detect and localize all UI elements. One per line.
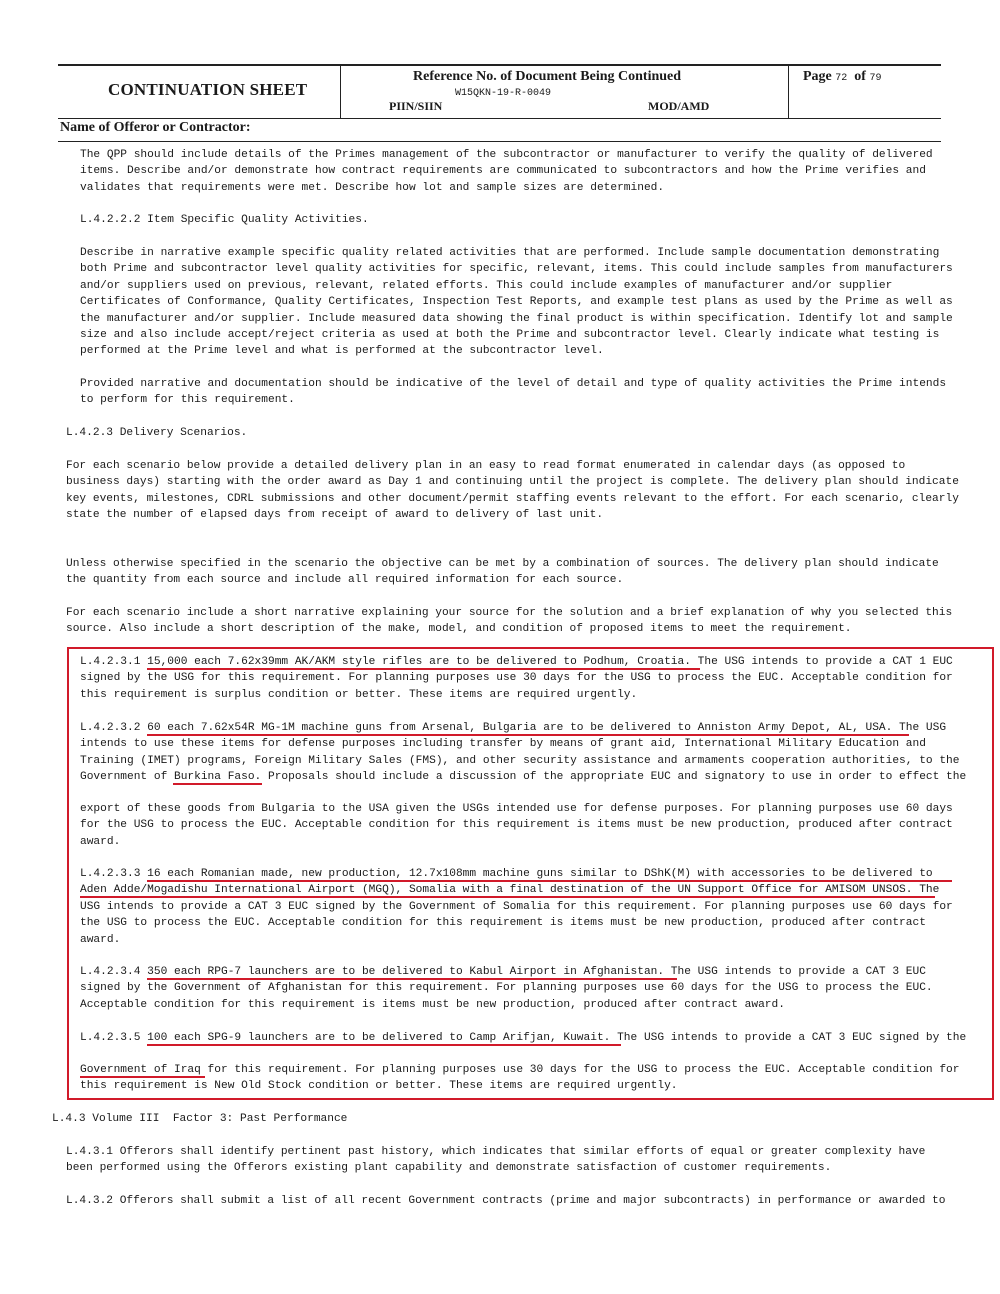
paragraph-qpp: The QPP should include details of the Primes management of the subcontractor or manufacturer to verify the quality of delivered items. Describe and/or demonstrate how contract requirements are communicated to subcontractors and how the Prime verifies and validates that requirements were met. Describe how lot and sample sizes are determined. [80, 149, 933, 194]
paragraph-narrative-quality: Describe in narrative example specific quality related activities that are performed. Include sample documentation demonstrating both Prime and subcontractor level quality activities for specific, relevant, items. This could include samples from manufacturers and/or suppliers used on previous, relevant, related efforts. This could include examples of manufacturer and/or supplier Certificates of Conformance, Quality Certificates, Inspection Test Reports, and example test plans as used by the Prime as well as the manufacturer and/or supplier. Include measured data showing the final product is within specification. Identify lot and sample size and also include accept/reject criteria as used at both the Prime and subcontractor level. Clearly indicate what testing is performed at the Prime level and what is performed at the subcontractor level. [80, 247, 953, 358]
paragraph-delivery-plan: For each scenario below provide a detailed delivery plan in an easy to read format enumerated in calendar days (as opposed to business days) starting with the order award as Day 1 and continuing until the project is complete. The delivery plan should indicate key events, milestones, CDRL submissions and other document/permit staffing events relevant to the effort. For each scenario, clearly state the number of elapsed days from receipt of award to delivery of last unit. [66, 460, 959, 522]
offeror-label: Name of Offeror or Contractor: [60, 120, 251, 135]
reference-title: Reference No. of Document Being Continued [413, 69, 682, 84]
reference-number: W15QKN-19-R-0049 [455, 88, 552, 99]
offeror-divider [58, 141, 941, 142]
underline-government-iraq [80, 1076, 205, 1078]
piin-label: PIIN/SIIN [389, 99, 443, 113]
header-page-cell [789, 66, 941, 118]
document-title: CONTINUATION SHEET [108, 80, 308, 99]
page-indicator [803, 69, 881, 85]
paragraph-narrative-source: For each scenario include a short narrative explaining your source for the solution and a brief explanation of why you selected this source. Also include a short description of the make, model, and condition of proposed items to meet the requirement. [66, 607, 953, 636]
header-table [58, 64, 941, 119]
heading-item-specific-quality: L.4.2.2.2 Item Specific Quality Activities. [80, 214, 369, 226]
scenario-4-2-3-2-continued: export of these goods from Bulgaria to the USA given the USGs intended use for defense purposes. For planning purposes use 60 days for the USG to process the EUC. Acceptable condition for this requirement is items must be new production, produced after contract award. [80, 803, 953, 848]
underline-scenario-3-line2 [80, 896, 935, 898]
mod-amd-label: MOD/AMD [648, 99, 710, 113]
header-title-cell [58, 66, 341, 118]
underline-scenario-2 [147, 734, 909, 736]
page-total: 79 [869, 73, 882, 84]
scenario-4-2-3-5-continued: Government of Iraq for this requirement. For planning purposes use 30 days for the USG to process the EUC. Acceptable condition for this requirement is New Old Stock condition or better. These items are required urgently. [80, 1064, 960, 1093]
scenario-4-2-3-3: L.4.2.3.3 16 each Romanian made, new production, 12.7x108mm machine guns similar to DShK(M) with accessories to be delivered to Aden Adde/Mogadishu International Airport (MGQ), Somalia with a final destination of the UN Support Office for AMISOM UNSOS. The USG intends to provide a CAT 3 EUC signed by the Government of Somalia for this requirement. For planning purposes use 60 days for the USG to process the EUC. Acceptable condition for this requirement is items must be new production, produced after contract award. [80, 868, 953, 946]
scenario-4-2-3-1: L.4.2.3.1 15,000 each 7.62x39mm AK/AKM style rifles are to be delivered to Podhum, Croatia. The USG intends to provide a CAT 1 EUC signed by the USG for this requirement. For planning purposes use 30 days for the USG to process the EUC. Acceptable condition for this requirement is surplus condition or better. These items are required urgently. [80, 656, 953, 701]
page-current: 72 [835, 73, 848, 84]
paragraph-documentation: Provided narrative and documentation should be indicative of the level of detail and type of quality activities the Prime intends to perform for this requirement. [80, 378, 947, 407]
heading-past-performance: L.4.3 Volume III Factor 3: Past Performance [52, 1113, 348, 1125]
paragraph-4-3-2: L.4.3.2 Offerors shall submit a list of all recent Government contracts (prime and major subcontracts) in performance or awarded to [66, 1195, 946, 1207]
scenario-4-2-3-2: L.4.2.3.2 60 each 7.62x54R MG-1M machine guns from Arsenal, Bulgaria are to be delivered to Anniston Army Depot, AL, USA. The USG intends to use these items for defense purposes including transfer by means of grant aid, International Military Education and Training (IMET) programs, Foreign Military Sales (FMS), and other security assistance and armaments cooperation authorities, to the Government of Burkina Faso. Proposals should include a discussion of the appropriate EUC and signatory to use in order to effect the [80, 722, 967, 784]
heading-delivery-scenarios: L.4.2.3 Delivery Scenarios. [66, 427, 248, 439]
scenario-4-2-3-4: L.4.2.3.4 350 each RPG-7 launchers are to be delivered to Kabul Airport in Afghanistan. The USG intends to provide a CAT 3 EUC signed by the Government of Afghanistan for this requirement. For planning purposes use 60 days for the USG to process the EUC. Acceptable condition for this requirement is items must be new production, produced after contract award. [80, 966, 933, 1011]
header-reference-cell [341, 66, 789, 118]
underline-scenario-1 [147, 668, 700, 670]
underline-scenario-4 [147, 978, 677, 980]
paragraph-sources: Unless otherwise specified in the scenario the objective can be met by a combination of sources. The delivery plan should indicate the quantity from each source and include all required information for each source. [66, 558, 939, 587]
underline-scenario-5 [147, 1044, 621, 1046]
page-of-label: of [854, 69, 866, 84]
paragraph-4-3-1: L.4.3.1 Offerors shall identify pertinent past history, which indicates that similar efforts of equal or greater complexity have been performed using the Offerors existing plant capability and demonstrate satisfaction of customer requirements. [66, 1146, 926, 1175]
page-label: Page [803, 69, 832, 84]
scenario-4-2-3-5: L.4.2.3.5 100 each SPG-9 launchers are to be delivered to Camp Arifjan, Kuwait. The USG intends to provide a CAT 3 EUC signed by the [80, 1032, 967, 1044]
underline-burkina-faso [173, 783, 262, 785]
underline-scenario-3-line1 [147, 880, 952, 882]
